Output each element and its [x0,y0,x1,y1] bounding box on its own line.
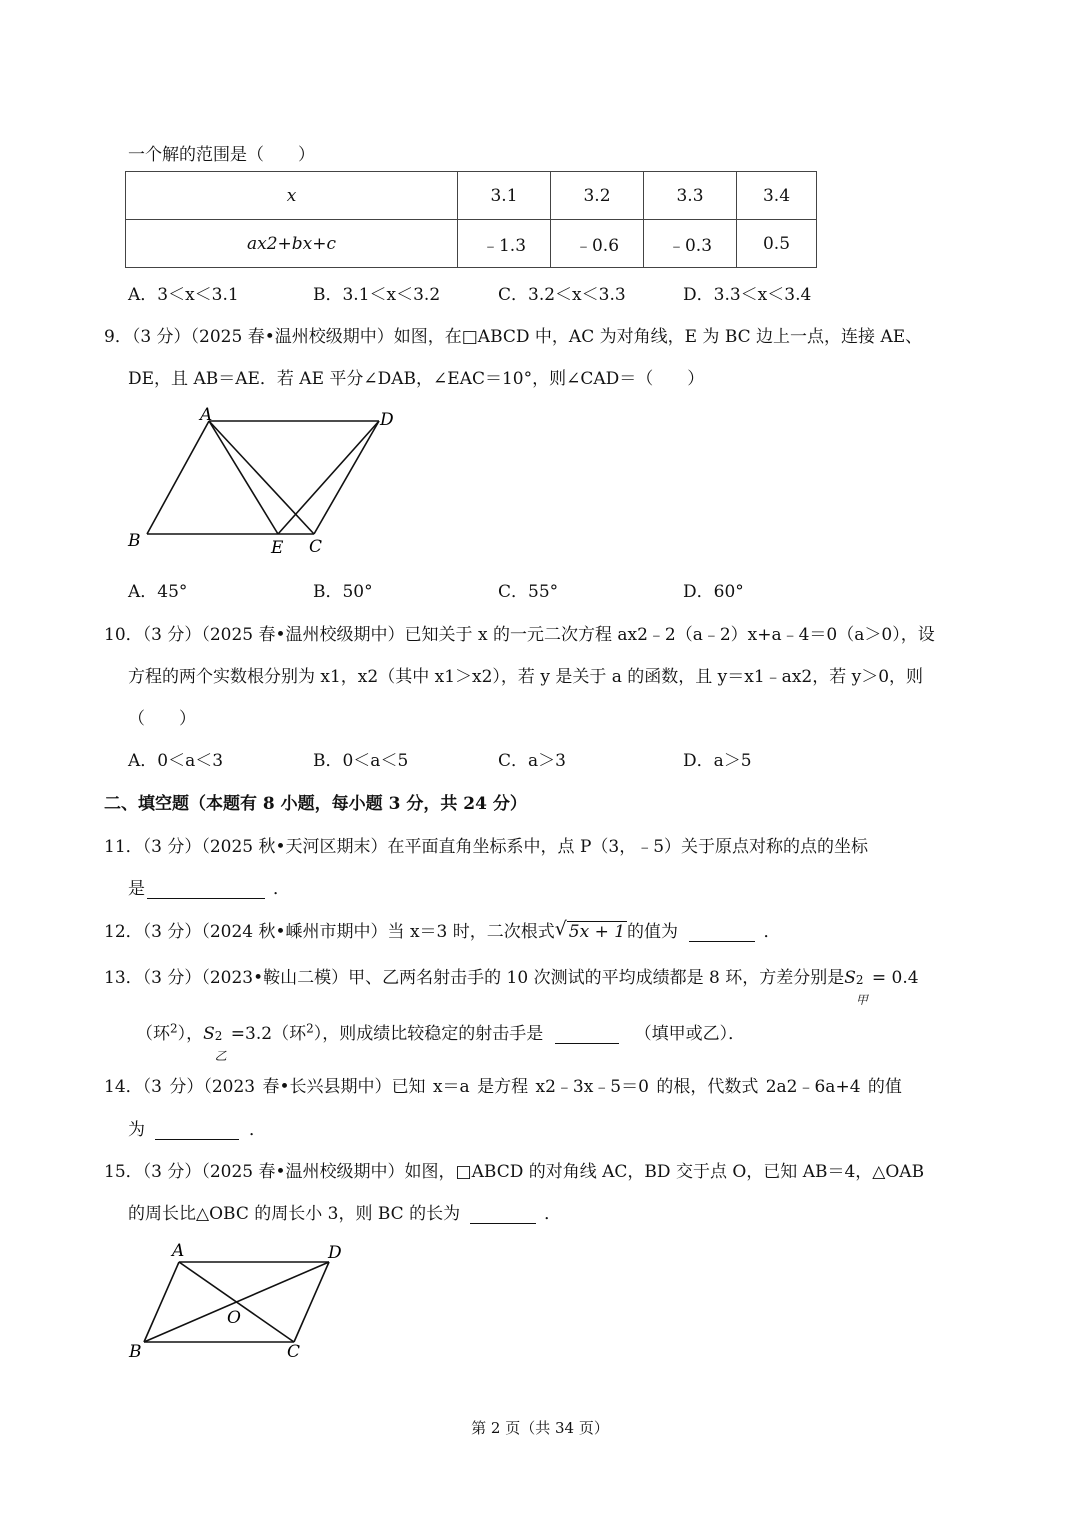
option-b[interactable]: B．50° [313,582,373,602]
q14-line1: 14．（3 分）（2023 春•长兴县期中）已知 x＝a 是方程 x2﹣3x﹣5＝0 的根，代数式 2a2﹣6a+4 的值 [104,1077,902,1097]
label-e: E [271,538,284,558]
option-c[interactable]: C．a＞3 [498,751,566,771]
label-b: B [129,1342,142,1362]
label-a: A [200,405,213,425]
q9-parallelogram-figure [118,400,408,560]
q9-line2: DE，且 AB＝AE．若 AE 平分∠DAB，∠EAC＝10°，则∠CAD＝（ ） [128,369,705,389]
label-b: B [128,531,141,551]
option-b[interactable]: B．3.1＜x＜3.2 [313,285,441,305]
option-c[interactable]: C．55° [498,582,559,602]
table-cell: 0.5 [737,220,817,268]
q11-line2: 是 ． [128,879,290,899]
answer-blank[interactable] [689,923,755,942]
table-row [126,220,817,268]
q12-line: 12．（3 分）（2024 秋•嵊州市期中）当 x＝3 时，二次根式 √ 5x + 1 的值为 ． [104,918,781,942]
label-c: C [287,1342,301,1362]
option-d[interactable]: D．a＞5 [683,751,752,771]
option-d[interactable]: D．60° [683,582,744,602]
q13-line1: 13．（3 分）（2023•鞍山二模）甲、乙两名射击手的 10 次测试的平均成绩都是 8 环，方差分别是S 2 甲 = 0.4 [104,968,919,1007]
q10-line1: 10．（3 分）（2025 春•温州校级期中）已知关于 x 的一元二次方程 ax2﹣2（a﹣2）x+a﹣4＝0（a＞0），设 [104,625,935,645]
q10-options [128,746,868,771]
q8-options [128,280,868,305]
q10-line2: 方程的两个实数根分别为 x1，x2（其中 x1＞x2），若 y 是关于 a 的函数，且 y＝x1﹣ax2，若 y＞0，则 [128,667,924,687]
label-a: A [172,1241,185,1261]
option-a[interactable]: A．0＜a＜3 [128,751,224,771]
table-cell: 3.3 [644,172,737,220]
label-d: D [328,1243,342,1263]
table-cell: ax2+bx+c [126,220,458,268]
q9-line1: 9．（3 分）（2025 春•温州校级期中）如图，在□ABCD 中，AC 为对角线，E 为 BC 边上一点，连接 AE、 [104,327,923,347]
option-d[interactable]: D．3.3＜x＜3.4 [683,285,812,305]
table-cell: ﹣0.6 [551,220,644,268]
option-c[interactable]: C．3.2＜x＜3.3 [498,285,626,305]
q15-line1: 15．（3 分）（2025 春•温州校级期中）如图，□ABCD 的对角线 AC，BD 交于点 O，已知 AB＝4，△OAB [104,1162,925,1182]
sqrt-expression: √ 5x + 1 [554,918,626,942]
q10-line3: （ ） [128,709,196,729]
answer-blank[interactable] [147,880,265,899]
option-a[interactable]: A．3＜x＜3.1 [128,285,239,305]
label-o: O [227,1308,241,1328]
option-b[interactable]: B．0＜a＜5 [313,751,409,771]
label-d: D [380,410,394,430]
page-footer: 第 2 页（共 34 页） [471,1419,609,1437]
table-cell: x [286,185,297,206]
q14-line2: 为 ． [128,1120,266,1140]
answer-blank[interactable] [470,1205,536,1224]
answer-blank[interactable] [155,1121,239,1140]
answer-blank[interactable] [555,1025,619,1044]
q8-stem-tail: 一个解的范围是（ ） [128,145,315,165]
section-heading: 二、填空题（本题有 8 小题，每小题 3 分，共 24 分） [104,794,527,814]
q15-line2: 的周长比△OBC 的周长小 3，则 BC 的长为 ． [128,1204,562,1224]
option-a[interactable]: A．45° [128,582,188,602]
table-cell: 3.2 [551,172,644,220]
q11-line1: 11．（3 分）（2025 秋•天河区期末）在平面直角坐标系中，点 P（3，﹣5）关于原点对称的点的坐标 [104,837,869,857]
table-row [126,172,817,220]
value-table [125,171,817,268]
table-cell: 3.4 [737,172,817,220]
table-cell: 3.1 [458,172,551,220]
table-cell: ﹣0.3 [644,220,737,268]
q13-line2: （环$^2$），S 2 乙 =3.2（环$^2$），则成绩比较稳定的射击手是 （填甲或乙）． [136,1021,746,1063]
table-cell: ﹣1.3 [458,220,551,268]
label-c: C [309,537,323,557]
q15-parallelogram-figure [124,1238,354,1368]
q9-options [128,577,868,602]
